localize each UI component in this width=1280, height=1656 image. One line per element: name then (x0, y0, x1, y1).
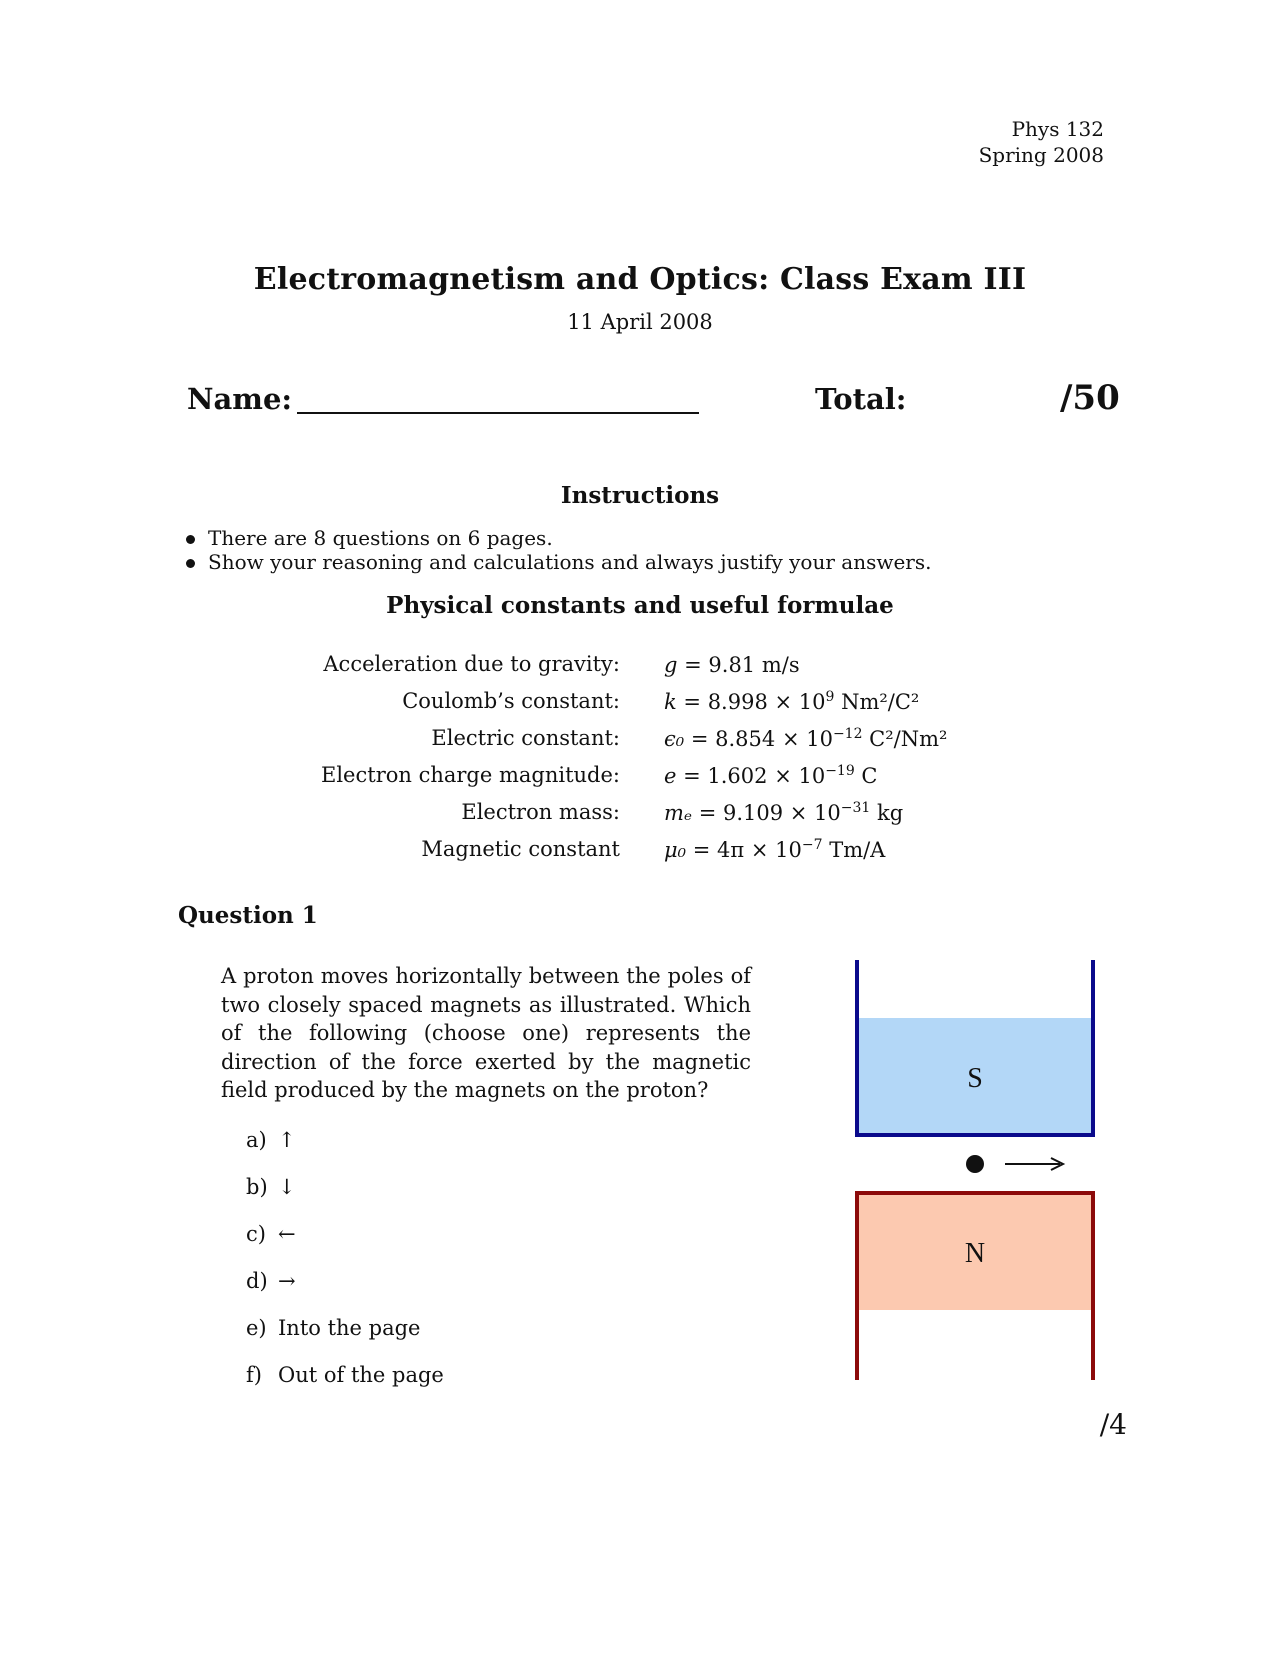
instruction-item: Show your reasoning and calculations and always justify your answers. (186, 550, 931, 574)
constant-exponent: −7 (801, 837, 823, 853)
left-arrow-icon: ← (278, 1222, 296, 1246)
proton-dot (966, 1155, 984, 1173)
constant-unit: Nm²/C² (834, 690, 920, 714)
constant-symbol: μ₀ (664, 838, 687, 862)
constant-unit: Tm/A (822, 838, 886, 862)
course-code: Phys 132 (1011, 117, 1104, 141)
constants-table (0, 652, 1280, 874)
name-label: Name: (187, 382, 293, 416)
constant-value (664, 652, 800, 677)
answer-option-b[interactable] (246, 1175, 444, 1222)
option-letter: f) (246, 1363, 262, 1387)
answer-options (246, 1128, 444, 1410)
constant-exponent: −31 (840, 800, 871, 816)
constant-label: Electron mass: (461, 800, 620, 824)
constant-row (0, 837, 1280, 874)
constants-heading: Physical constants and useful formulae (386, 592, 894, 619)
constant-value (664, 763, 877, 788)
name-blank-line[interactable] (297, 412, 699, 414)
answer-option-c[interactable] (246, 1222, 444, 1269)
constant-row (0, 800, 1280, 837)
north-pole-label: N (964, 1238, 986, 1269)
option-letter: a) (246, 1128, 267, 1152)
right-arrow-icon: → (278, 1269, 296, 1293)
answer-option-f[interactable] (246, 1363, 444, 1410)
option-letter: b) (246, 1175, 268, 1199)
option-text: Out of the page (278, 1363, 444, 1387)
instructions-heading: Instructions (560, 482, 720, 509)
constant-symbol: e (664, 764, 677, 788)
constant-symbol: mₑ (664, 801, 693, 825)
constant-label: Magnetic constant (421, 837, 620, 861)
constant-row (0, 689, 1280, 726)
constant-unit: C (854, 764, 878, 788)
course-header (979, 116, 1104, 168)
constant-value-text: = 8.998 × 10 (683, 690, 826, 714)
question-score: /4 (1099, 1408, 1127, 1441)
constant-value (664, 800, 903, 825)
option-text: Into the page (278, 1316, 421, 1340)
constant-row (0, 763, 1280, 800)
constant-exponent: 9 (825, 689, 835, 705)
answer-option-a[interactable] (246, 1128, 444, 1175)
constant-symbol: ϵ₀ (664, 727, 685, 751)
constant-row (0, 652, 1280, 689)
constant-value (664, 837, 885, 862)
course-term: Spring 2008 (978, 143, 1104, 167)
option-letter: d) (246, 1269, 268, 1293)
constant-unit: C²/Nm² (862, 727, 948, 751)
constant-label: Coulomb’s constant: (402, 689, 620, 713)
exam-date: 11 April 2008 (567, 310, 713, 334)
constant-value-text: = 8.854 × 10 (690, 727, 833, 751)
constant-value-text: = 1.602 × 10 (683, 764, 826, 788)
constant-row (0, 726, 1280, 763)
instructions-list (186, 526, 931, 574)
constant-label: Electric constant: (431, 726, 620, 750)
constant-value-text: = 9.109 × 10 (698, 801, 841, 825)
exam-title: Electromagnetism and Optics: Class Exam III (253, 262, 1027, 297)
up-arrow-icon: ↑ (278, 1128, 296, 1152)
constant-symbol: g (664, 653, 678, 677)
constant-exponent: −19 (825, 763, 855, 779)
constant-symbol: k (664, 690, 677, 714)
constant-label: Acceleration due to gravity: (323, 652, 620, 676)
question-text: A proton moves horizontally between the poles of two closely spaced magnets as illustrated. Which of the following (choose one) represents the direction of the force exerted by the magnetic field produced by the magnets on the proton? (221, 964, 751, 1102)
constant-value-text: = 9.81 m/s (684, 653, 800, 677)
option-letter: c) (246, 1222, 266, 1246)
south-pole-label: S (967, 1063, 983, 1094)
constant-unit: kg (870, 801, 904, 825)
constant-value (664, 726, 947, 751)
constant-label: Electron charge magnitude: (321, 763, 620, 787)
option-letter: e) (246, 1316, 267, 1340)
constant-value-text: = 4π × 10 (692, 838, 802, 862)
constant-exponent: −12 (832, 726, 863, 742)
answer-option-e[interactable] (246, 1316, 444, 1363)
total-score: /50 (1060, 378, 1120, 418)
down-arrow-icon: ↓ (278, 1175, 296, 1199)
constant-value (664, 689, 919, 714)
question-heading: Question 1 (178, 902, 318, 929)
instruction-item: There are 8 questions on 6 pages. (186, 526, 931, 550)
magnet-diagram (855, 960, 1095, 1380)
total-label: Total: (815, 382, 907, 416)
answer-option-d[interactable] (246, 1269, 444, 1316)
